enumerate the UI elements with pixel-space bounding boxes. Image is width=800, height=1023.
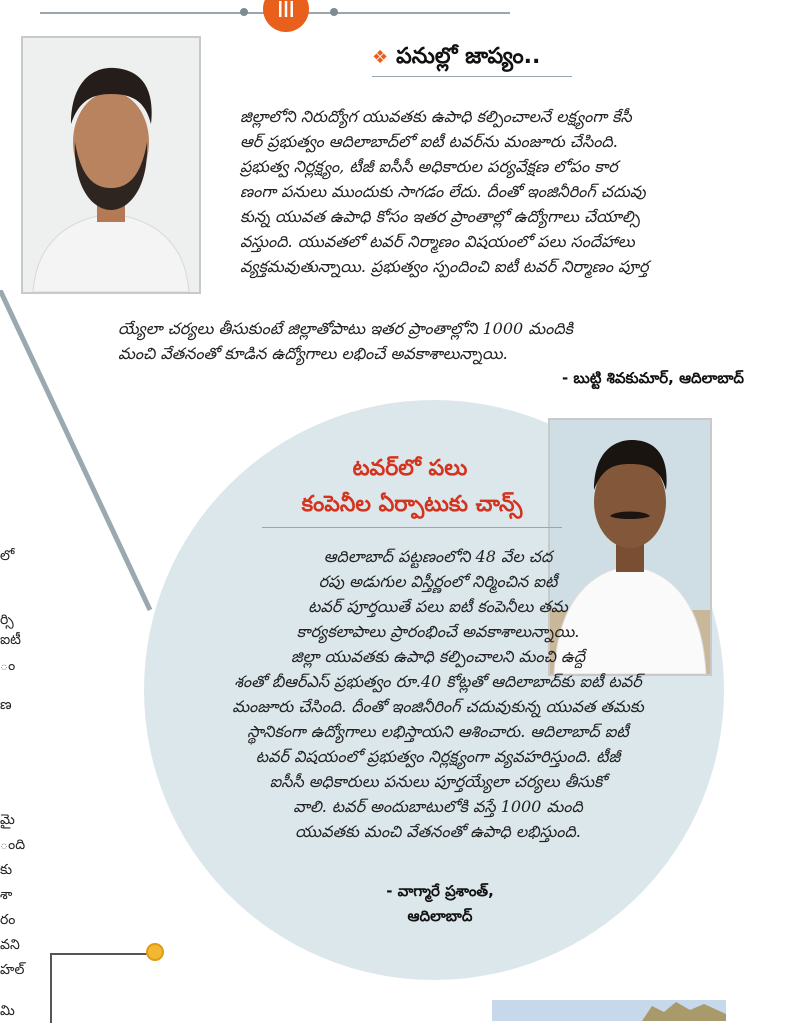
partial-photo-bottom	[492, 1000, 726, 1021]
margin-fragment: కు	[0, 862, 13, 878]
margin-fragment: ఐటీ	[0, 632, 21, 648]
margin-fragment: ణ	[0, 697, 12, 713]
article2-line: ఆదిలాబాద్ పట్టణంలోని 48 వేల చద	[323, 547, 553, 566]
article1-heading	[372, 44, 540, 74]
margin-fragment: లో	[0, 548, 15, 564]
photo-buttishivakumar	[21, 36, 201, 294]
article1-heading-text: పనుల్లో జాప్యం..	[396, 44, 541, 69]
article2-line: జిల్లా యువతకు ఉపాధి కల్పించాలని మంచి ఉద్దే	[290, 647, 586, 666]
margin-fragment: రం	[0, 912, 16, 928]
article2-line: ఐసీసీ అధికారులు పనులు పూర్తయ్యేలా చర్యలు తీసుకో	[269, 772, 607, 791]
article1-line: ప్రభుత్వ నిర్లక్ష్యం, టీజీ ఐసీసీ అధికారుల పర్యవేక్షణ లోపం కార	[240, 157, 618, 176]
divider-dot-left	[240, 8, 248, 16]
article1-line: ణంగా పనులు ముందుకు సాగడం లేదు. దీంతో ఇంజినీరింగ్ చదువు	[240, 182, 646, 201]
article1-paragraph-tail	[118, 316, 738, 366]
margin-fragment: మై	[0, 812, 15, 828]
article1-line: జిల్లాలోని నిరుద్యోగ యువతకు ఉపాధి కల్పించాలనే లక్ష్యంగా కేసీ	[240, 107, 632, 126]
article2-line: శంతో బీఆర్ఎస్ ప్రభుత్వం రూ.40 కోట్లతో ఆదిలాబాద్‌కు ఐటీ టవర్	[234, 672, 642, 691]
article2-line: స్థానికంగా ఉద్యోగాలు లభిస్తాయని ఆశించారు. ఆదిలాబాద్ ఐటీ	[247, 722, 629, 741]
article1-line: మంచి వేతనంతో కూడిన ఉద్యోగాలు లభించే అవకాశాలున్నాయి.	[118, 344, 508, 363]
article2-line: యువతకు మంచి వేతనంతో ఉపాధి లభిస్తుంది.	[295, 822, 581, 841]
diamond-bullet-icon: ❖	[372, 47, 389, 68]
article1-line: వస్తుంది. యువతలో టవర్ నిర్మాణం విషయంలో పలు సందేహాలు	[240, 232, 635, 251]
divider-dot-right	[330, 8, 338, 16]
margin-fragment: ంది	[0, 837, 26, 853]
heading-underline	[262, 527, 562, 528]
margin-fragment: మి	[0, 1003, 15, 1019]
article1-paragraph	[218, 104, 740, 279]
section-badge-icon	[263, 0, 309, 32]
margin-fragment: ం	[0, 658, 16, 674]
article2-line: టవర్ పూర్తయితే పలు ఐటీ కంపెనీలు తమ	[308, 597, 568, 616]
article1-line: ఆర్ ప్రభుత్వం ఆదిలాబాద్‌లో ఐటీ టవర్‌ను మంజూరు చేసింది.	[240, 132, 618, 151]
article2-signature-place: ఆదిలాబాద్	[407, 907, 473, 925]
article1-signature: - బుట్టి శివకుమార్, ఆదిలాబాద్	[561, 369, 744, 387]
article2-signature-name: - వాగ్మారే ప్రశాంత్,	[386, 882, 494, 900]
margin-fragment: వని	[0, 937, 20, 953]
margin-fragment: శా	[0, 887, 13, 903]
margin-fragment: హల్	[0, 962, 25, 978]
article2-heading-line1: టవర్‌లో పలు	[352, 456, 468, 481]
connector-dot-icon	[146, 943, 164, 961]
article2-line: వాలి. టవర్ అందుబాటులోకి వస్తే 1000 మంది	[293, 797, 583, 816]
article2-heading-line2: కంపెనీల ఏర్పాటుకు చాన్స్	[301, 492, 523, 517]
article2-line: కార్యకలాపాలు ప్రారంభించే అవకాశాలున్నాయి.	[296, 622, 580, 641]
heading-underline	[372, 76, 572, 77]
corner-connector-line	[50, 953, 52, 1023]
article1-line: య్యేలా చర్యలు తీసుకుంటే జిల్లాతోపాటు ఇతర ప్రాంతాల్లోని 1000 మందికి	[118, 319, 573, 338]
article2-line: టవర్ విషయంలో ప్రభుత్వం నిర్లక్ష్యంగా వ్యవహరిస్తుంది. టీజీ	[255, 747, 621, 766]
article1-line: వ్యక్తమవుతున్నాయి. ప్రభుత్వం స్పందించి ఐటీ టవర్ నిర్మాణం పూర్త	[240, 257, 649, 276]
article1-line: కున్న యువత ఉపాధి కోసం ఇతర ప్రాంతాల్లో ఉద్యోగాలు చేయాల్సి	[240, 207, 641, 226]
margin-fragment: ర్సి	[0, 612, 14, 628]
article2-line: మంజూరు చేసింది. దీంతో ఇంజినీరింగ్ చదువుకున్న యువత తమకు	[232, 697, 644, 716]
article2-line: రపు అడుగుల విస్తీర్ణంలో నిర్మించిన ఐటీ	[318, 572, 558, 591]
corner-connector-line	[50, 953, 153, 955]
